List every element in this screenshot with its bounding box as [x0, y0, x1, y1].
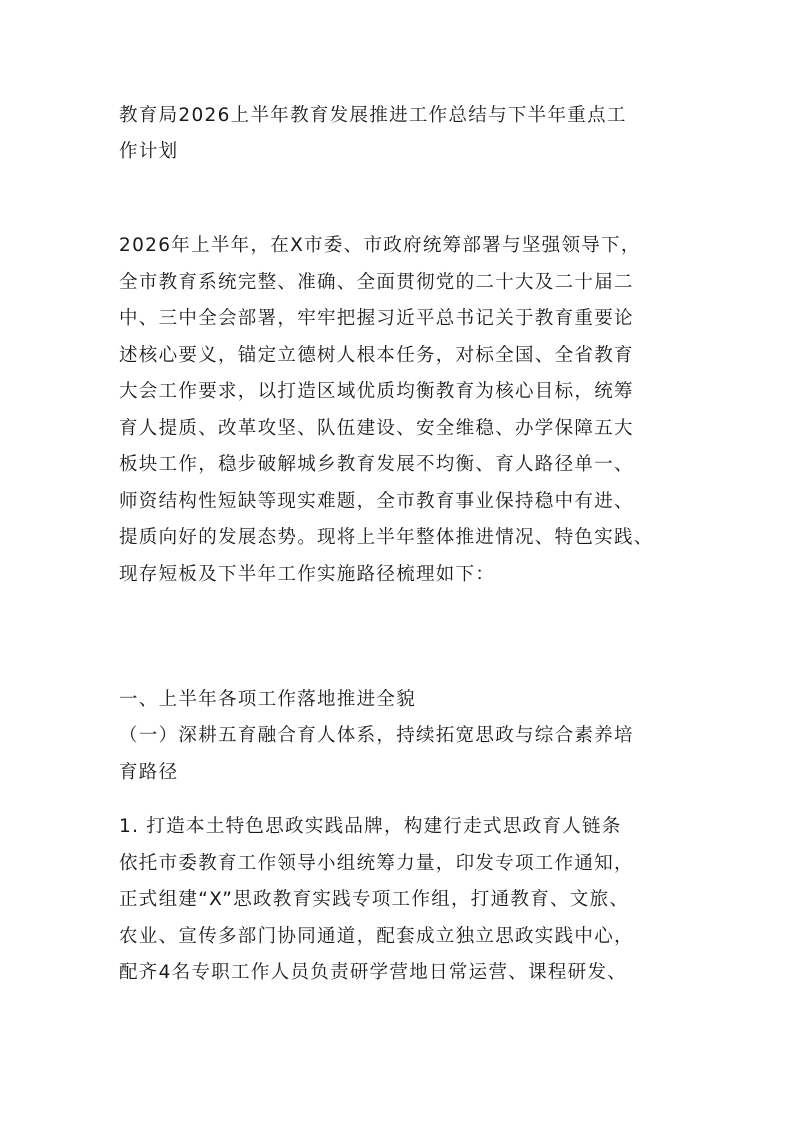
- intro-line: 现存短板及下半年工作实施路径梳理如下：: [119, 563, 496, 585]
- item-line: 配齐4名专职工作人员负责研学营地日常运营、课程研发、: [119, 962, 628, 983]
- intro-paragraph: [119, 228, 679, 593]
- section-heading-text: 一、上半年各项工作落地推进全貌: [119, 689, 417, 710]
- section-heading: [119, 682, 679, 719]
- intro-line: 提质向好的发展态势。现将上半年整体推进情况、特色实践、: [119, 527, 654, 548]
- intro-line: 师资结构性短缺等现实难题，全市教育事业保持稳中有进、: [119, 490, 634, 512]
- title-line: 作计划: [119, 141, 179, 162]
- intro-line: 全市教育系统完整、准确、全面贯彻党的二十大及二十届二: [119, 271, 634, 293]
- subsection-heading: [119, 718, 679, 791]
- item-line: 正式组建“X”思政教育实践专项工作组，打通教育、文旅、: [119, 889, 630, 910]
- intro-line: 中、三中全会部署，牢牢把握习近平总书记关于教育重要论: [119, 308, 634, 329]
- item-line: 1. 打造本土特色思政实践品牌，构建行走式思政育人链条: [119, 816, 622, 837]
- document-title: [119, 98, 679, 170]
- subsection-line: 育路径: [119, 761, 179, 783]
- intro-line: 育人提质、改革攻坚、队伍建设、安全维稳、办学保障五大: [119, 417, 634, 439]
- intro-line: 2026年上半年，在X市委、市政府统筹部署与坚强领导下，: [119, 235, 641, 256]
- item-paragraph: [119, 809, 679, 992]
- intro-line: 述核心要义，锚定立德树人根本任务，对标全国、全省教育: [119, 344, 634, 366]
- item-line: 依托市委教育工作领导小组统筹力量，印发专项工作通知，: [119, 852, 634, 874]
- intro-line: 板块工作，稳步破解城乡教育发展不均衡、育人路径单一、: [119, 454, 634, 475]
- item-line: 农业、宣传多部门协同通道，配套成立独立思政实践中心，: [119, 925, 634, 947]
- subsection-line: （一）深耕五育融合育人体系，持续拓宽思政与综合素养培: [119, 725, 634, 746]
- title-line: 教育局2026上半年教育发展推进工作总结与下半年重点工: [119, 105, 627, 126]
- intro-line: 大会工作要求，以打造区域优质均衡教育为核心目标，统筹: [119, 381, 634, 402]
